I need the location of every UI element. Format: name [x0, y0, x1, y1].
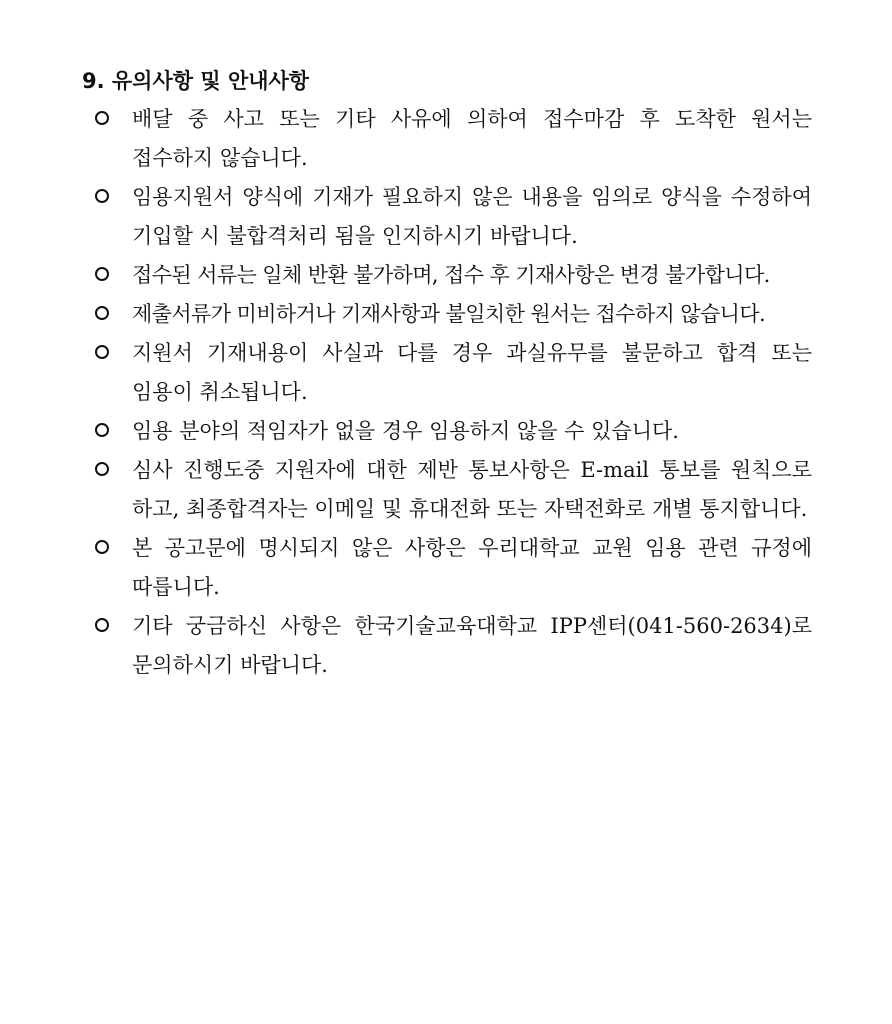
circle-bullet-icon	[95, 423, 109, 437]
circle-bullet-icon	[95, 345, 109, 359]
list-item-text: 본 공고문에 명시되지 않은 사항은 우리대학교 교원 임용 관련 규정에 따릅니다.	[132, 536, 812, 599]
list-item-text: 지원서 기재내용이 사실과 다를 경우 과실유무를 불문하고 합격 또는 임용이 취소됩니다.	[132, 341, 812, 404]
list-item-text: 제출서류가 미비하거나 기재사항과 불일치한 원서는 접수하지 않습니다.	[132, 302, 766, 326]
list-item-text: 임용 분야의 적임자가 없을 경우 임용하지 않을 수 있습니다.	[132, 419, 679, 443]
list-item-text: 배달 중 사고 또는 기타 사유에 의하여 접수마감 후 도착한 원서는 접수하지 않습니다.	[132, 107, 812, 170]
list-item-text: 심사 진행도중 지원자에 대한 제반 통보사항은 E-mail 통보를 원칙으로 하고, 최종합격자는 이메일 및 휴대전화 또는 자택전화로 개별 통지합니다.	[132, 458, 812, 521]
list-item-text: 접수된 서류는 일체 반환 불가하며, 접수 후 기재사항은 변경 불가합니다.	[132, 263, 770, 287]
circle-bullet-icon	[95, 618, 109, 632]
circle-bullet-icon	[95, 306, 109, 320]
notice-section	[82, 64, 812, 685]
circle-bullet-icon	[95, 462, 109, 476]
list-item-text: 기타 궁금하신 사항은 한국기술교육대학교 IPP센터(041-560-2634)로 문의하시기 바랍니다.	[132, 614, 812, 677]
list-item	[82, 295, 812, 334]
section-title: 9. 유의사항 및 안내사항	[82, 69, 310, 93]
circle-bullet-icon	[95, 189, 109, 203]
list-item	[82, 607, 812, 685]
list-item	[82, 178, 812, 256]
list-item	[82, 529, 812, 607]
circle-bullet-icon	[95, 111, 109, 125]
list-item-text: 임용지원서 양식에 기재가 필요하지 않은 내용을 임의로 양식을 수정하여 기입할 시 불합격처리 됨을 인지하시기 바랍니다.	[132, 185, 812, 248]
circle-bullet-icon	[95, 267, 109, 281]
list-item	[82, 256, 812, 295]
list-item	[82, 412, 812, 451]
circle-bullet-icon	[95, 540, 109, 554]
list-item	[82, 451, 812, 529]
list-item	[82, 334, 812, 412]
list-item	[82, 100, 812, 178]
notice-list	[82, 100, 812, 685]
